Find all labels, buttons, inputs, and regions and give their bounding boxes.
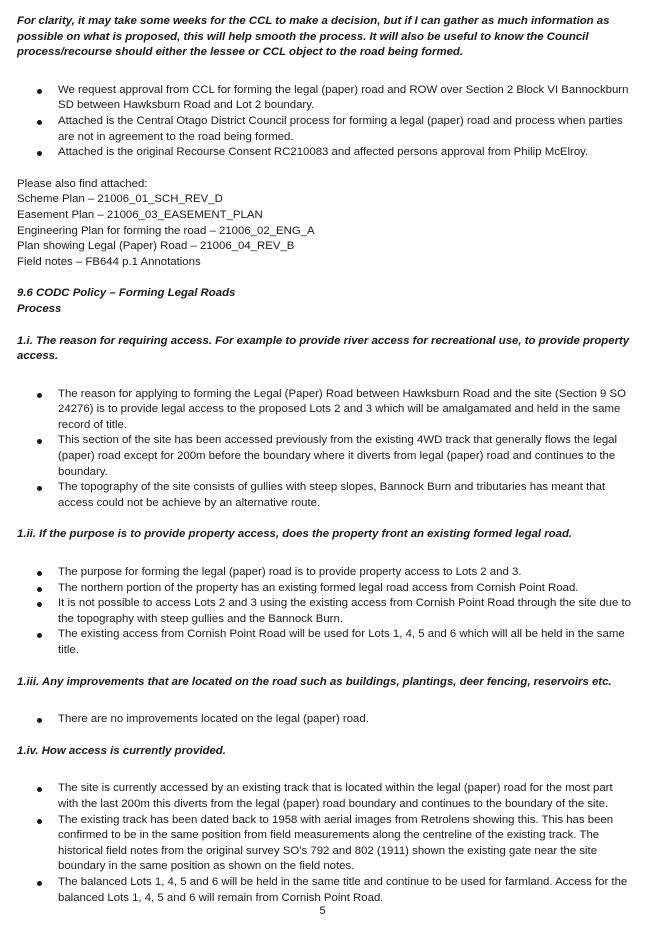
list-item: It is not possible to access Lots 2 and 3 using the existing access from Cornish Point Road through the site due to the topography with steep gullies and the Bannock Burn. <box>17 596 633 627</box>
list-item: Attached is the Central Otago District Council process for forming a legal (paper) road and process when parties are not in agreement to the road being formed. <box>17 114 633 145</box>
bullet-icon <box>37 151 42 156</box>
bullet-icon <box>37 89 42 94</box>
list-item: The topography of the site consists of gullies with steep slopes, Bannock Burn and tributaries has meant that access could not be achieve by an alternative route. <box>17 480 633 511</box>
list-item: The reason for applying to forming the Legal (Paper) Road between Hawksburn Road and the site (Section 9 SO 24276) is to provide legal access to the proposed Lots 2 and 3 which will be amalgamated and held in the same record of title. <box>17 387 633 434</box>
list-item: The northern portion of the property has an existing formed legal road access from Cornish Point Road. <box>17 581 633 597</box>
list-item: The site is currently accessed by an existing track that is located within the legal (paper) road for the most part with the last 200m this diverts from the legal (paper) road boundary and continues to the boundary of the site. <box>17 781 633 812</box>
section-heading: 1.i. The reason for requiring access. For example to provide river access for recreational use, to provide property access. <box>17 334 630 363</box>
section-bullet-list <box>17 781 633 906</box>
list-item: There are no improvements located on the legal (paper) road. <box>17 712 633 728</box>
document-page <box>17 14 633 906</box>
list-item: The purpose for forming the legal (paper) road is to provide property access to Lots 2 and 3. <box>17 565 633 581</box>
section-heading: 1.ii. If the purpose is to provide property access, does the property front an existing formed legal road. <box>17 528 573 541</box>
list-item: We request approval from CCL for forming the legal (paper) road and ROW over Section 2 Block VI Bannockburn SD between Hawksburn Road and Lot 2 boundary. <box>17 83 633 114</box>
page-number: 5 <box>319 905 326 917</box>
bullet-icon <box>37 486 42 491</box>
bullet-icon <box>37 718 42 723</box>
bullet-icon <box>37 393 42 398</box>
intro-paragraph: For clarity, it may take some weeks for the CCL to make a decision, but if I can gather as much information as possible on what is proposed, this will help smooth the process. It will also be useful to know the Council process/recourse should either the lessee or CCL object to the road being formed. <box>17 15 610 59</box>
request-bullet-list <box>17 83 633 161</box>
attachment-item: Easement Plan – 21006_03_EASEMENT_PLAN <box>17 208 263 221</box>
attachments-block <box>17 177 633 271</box>
list-item: The existing track has been dated back to 1958 with aerial images from Retrolens showing this. This has been confirmed to be in the same position from field measurements along the centreline of the existing track. The historical field notes from the original survey SO’s 792 and 802 (1911) shown the existing gate near the site boundary in the same position as shown on the field notes. <box>17 813 633 875</box>
policy-subtitle: Process <box>17 302 62 315</box>
bullet-icon <box>37 587 42 592</box>
list-item: Attached is the original Recourse Consent RC210083 and affected persons approval from Philip McElroy. <box>17 145 633 161</box>
attachment-item: Scheme Plan – 21006_01_SCH_REV_D <box>17 193 223 206</box>
list-item: This section of the site has been accessed previously from the existing 4WD track that generally flows the legal (paper) road except for 200m before the boundary where it diverts from legal (paper) road and continues to the boundary. <box>17 433 633 480</box>
bullet-icon <box>37 439 42 444</box>
bullet-icon <box>37 881 42 886</box>
attachment-item: Engineering Plan for forming the road – 21006_02_ENG_A <box>17 224 315 237</box>
attachment-item: Plan showing Legal (Paper) Road – 21006_04_REV_B <box>17 240 295 253</box>
section-bullet-list <box>17 565 633 659</box>
attachment-item: Field notes – FB644 p.1 Annotations <box>17 255 201 268</box>
list-item: The balanced Lots 1, 4, 5 and 6 will be held in the same title and continue to be used for farmland. Access for the balanced Lots 1, 4, 5 and 6 will remain from Cornish Point Road. <box>17 875 633 906</box>
bullet-icon <box>37 571 42 576</box>
policy-title: 9.6 CODC Policy – Forming Legal Roads <box>17 287 236 300</box>
attachments-heading: Please also find attached: <box>17 177 148 190</box>
section-bullet-list <box>17 387 633 512</box>
section-heading: 1.iv. How access is currently provided. <box>17 744 226 757</box>
section-bullet-list <box>17 712 633 728</box>
bullet-icon <box>37 120 42 125</box>
list-item: The existing access from Cornish Point Road will be used for Lots 1, 4, 5 and 6 which will all be held in the same title. <box>17 627 633 658</box>
bullet-icon <box>37 633 42 638</box>
bullet-icon <box>37 819 42 824</box>
section-heading: 1.iii. Any improvements that are located on the road such as buildings, plantings, deer fencing, reservoirs etc. <box>17 675 612 688</box>
bullet-icon <box>37 787 42 792</box>
bullet-icon <box>37 602 42 607</box>
